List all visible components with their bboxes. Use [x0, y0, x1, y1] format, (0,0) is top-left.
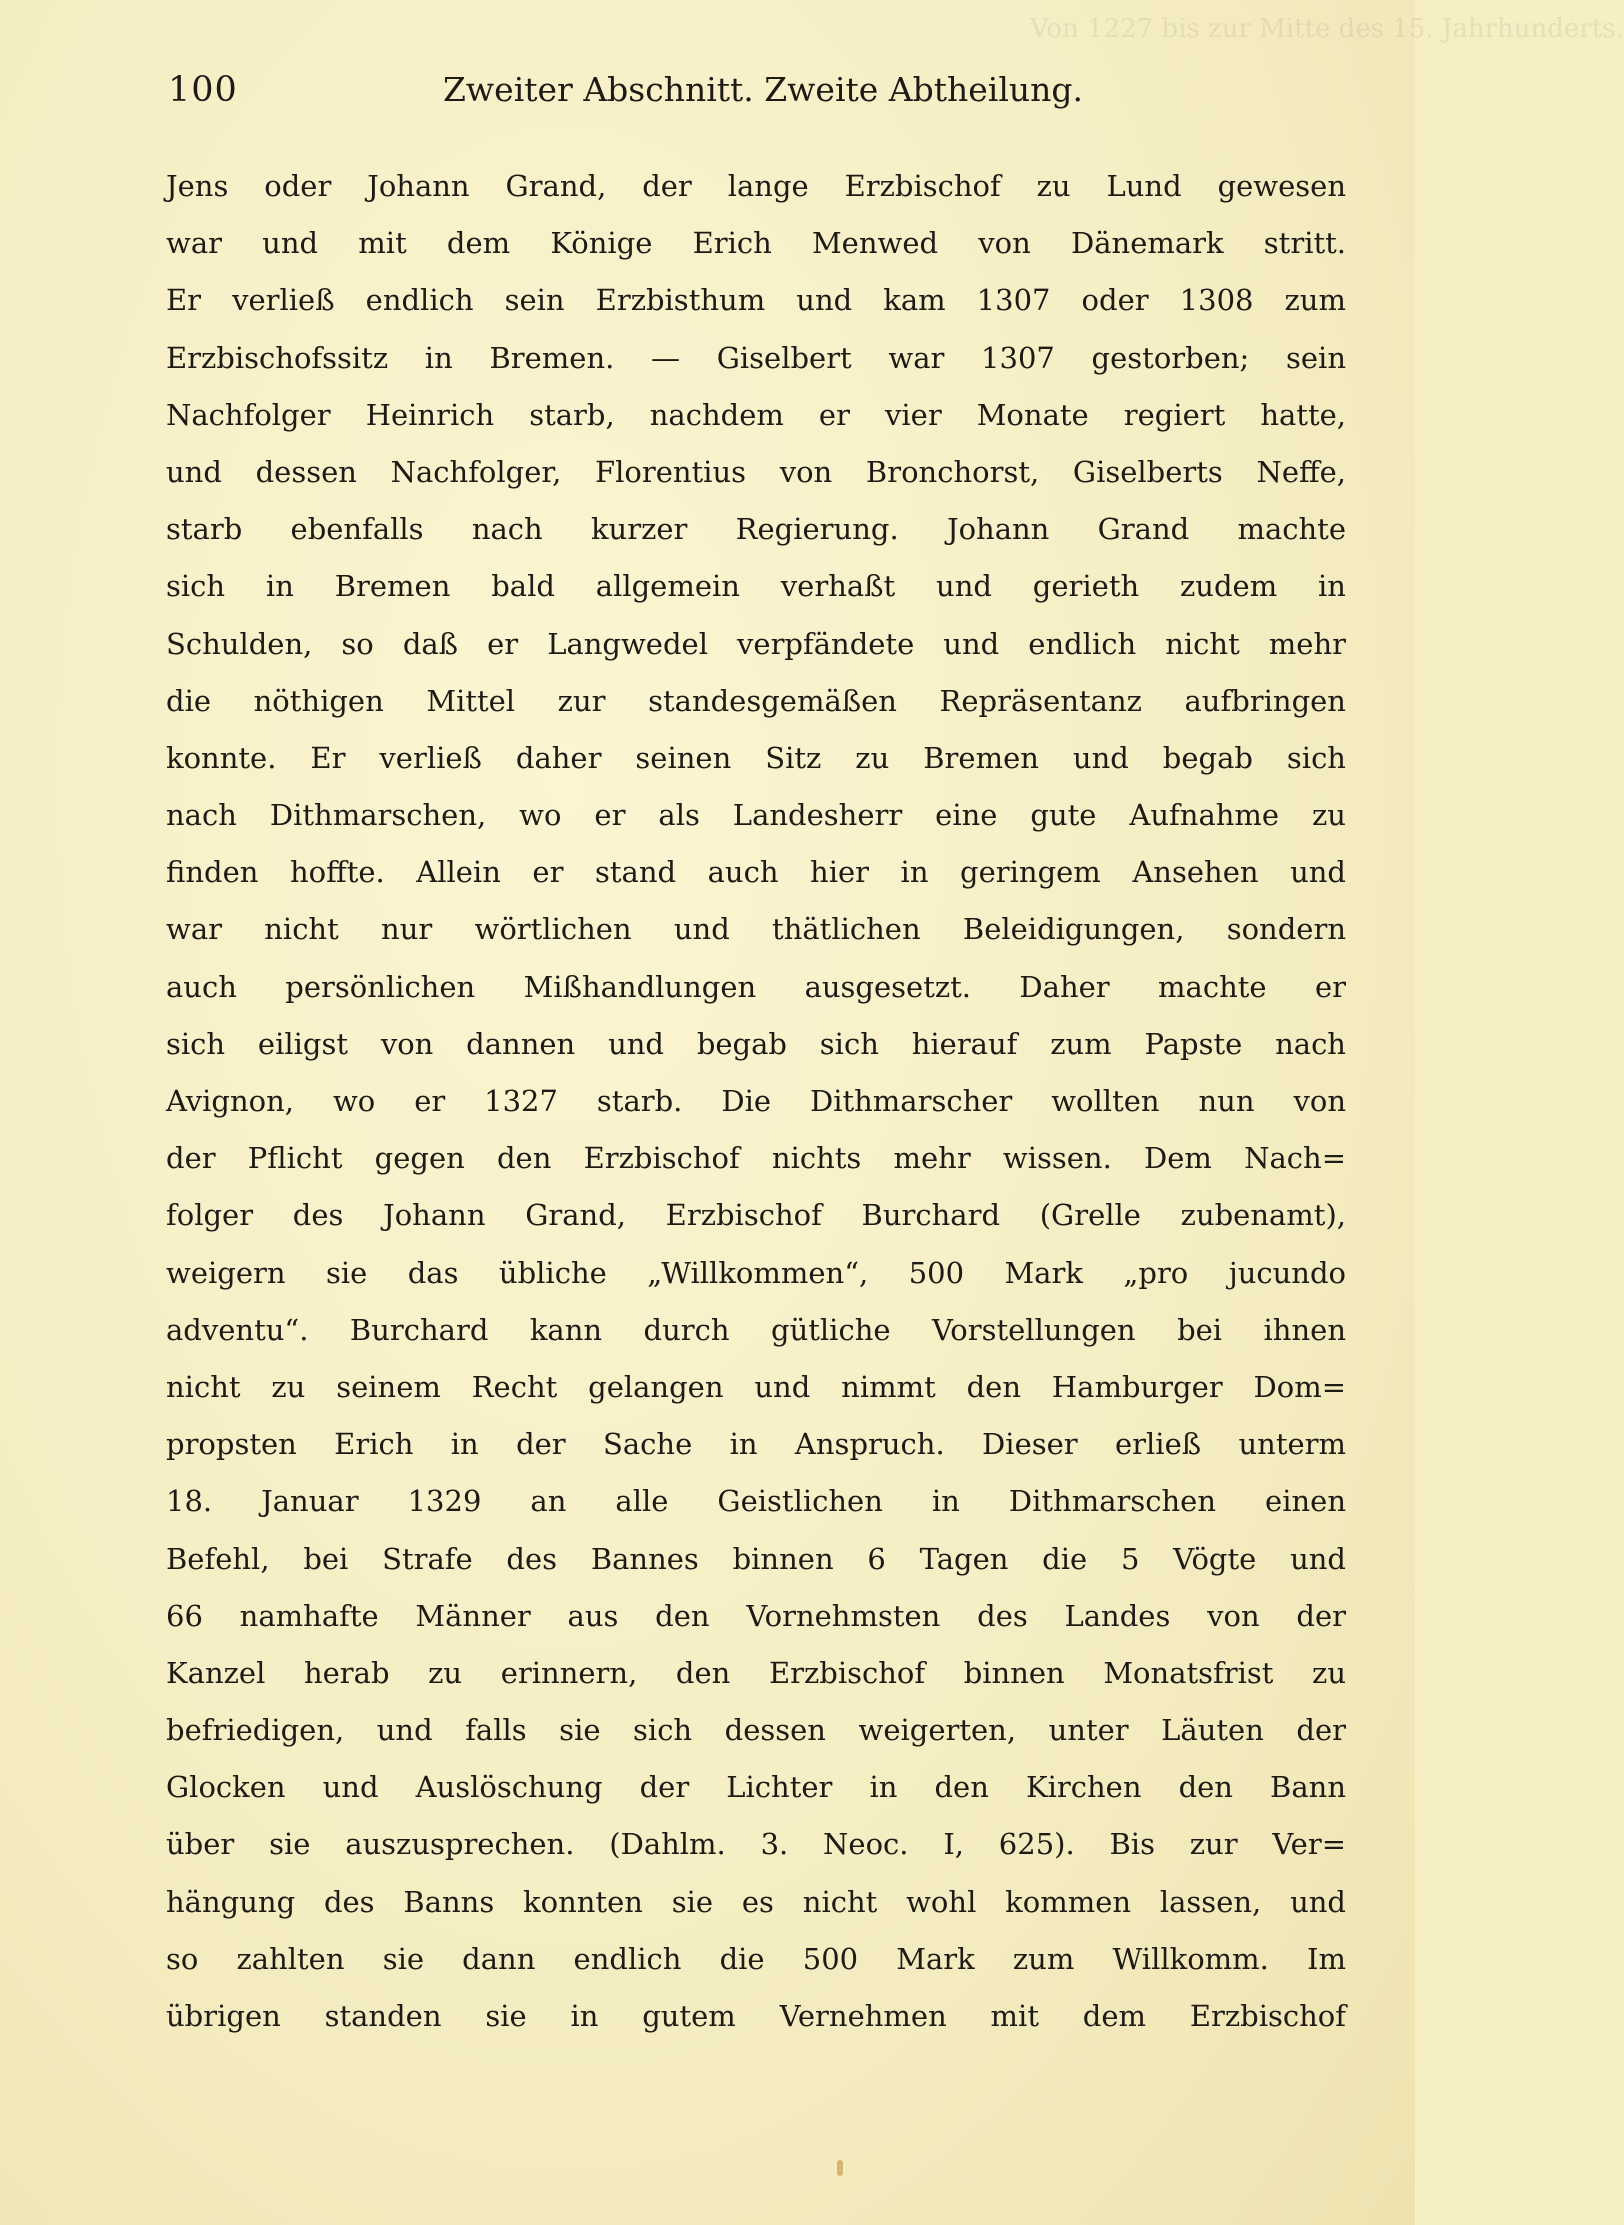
text-line: Avignon, wo er 1327 starb. Die Dithmarscher wollten nun von — [166, 1084, 1346, 1118]
bleed-through-text: Von 1227 bis zur Mitte des 15. Jahrhunderts. — [1030, 14, 1624, 44]
text-line: 66 namhafte Männer aus den Vornehmsten des Landes von der — [166, 1598, 1346, 1633]
text-line: adventu“. Burchard kann durch gütliche Vorstellungen bei ihnen — [166, 1312, 1346, 1347]
text-line: propsten Erich in der Sache in Anspruch. Dieser erließ unterm — [166, 1427, 1346, 1462]
text-line: 18. Januar 1329 an alle Geistlichen in Dithmarschen einen — [166, 1484, 1346, 1519]
text-line: so zahlten sie dann endlich die 500 Mark zum Willkomm. Im — [166, 1941, 1346, 1976]
text-line: Erzbischofssitz in Bremen. — Giselbert war 1307 gestorben; sein — [166, 340, 1346, 375]
text-line: nicht zu seinem Recht gelangen und nimmt den Hamburger Dom= — [166, 1369, 1346, 1404]
text-line: Glocken und Auslöschung der Lichter in den Kirchen den Bann — [166, 1770, 1346, 1805]
text-line: Jens oder Johann Grand, der lange Erzbischof zu Lund gewesen — [166, 169, 1346, 203]
text-line: Befehl, bei Strafe des Bannes binnen 6 Tagen die 5 Vögte und — [166, 1541, 1346, 1576]
text-line: und dessen Nachfolger, Florentius von Bronchorst, Giselberts Neffe, — [166, 454, 1346, 489]
text-line: sich eiligst von dannen und begab sich hierauf zum Papste nach — [166, 1026, 1346, 1061]
text-line: befriedigen, und falls sie sich dessen weigerten, unter Läuten der — [166, 1713, 1346, 1748]
text-line: sich in Bremen bald allgemein verhaßt und gerieth zudem in — [166, 569, 1346, 604]
paper-blemish — [837, 2160, 843, 2176]
text-line: konnte. Er verließ daher seinen Sitz zu Bremen und begab sich — [166, 740, 1346, 775]
text-line: Nachfolger Heinrich starb, nachdem er vier Monate regiert hatte, — [166, 397, 1346, 432]
text-line: Er verließ endlich sein Erzbisthum und kam 1307 oder 1308 zum — [166, 283, 1346, 318]
text-line: weigern sie das übliche „Willkommen“, 500 Mark „pro jucundo — [166, 1255, 1346, 1290]
text-line: übrigen standen sie in gutem Vernehmen mit dem Erzbischof — [166, 1999, 1346, 2033]
text-line: die nöthigen Mittel zur standesgemäßen Repräsentanz aufbringen — [166, 683, 1346, 718]
text-line: folger des Johann Grand, Erzbischof Burchard (Grelle zubenamt), — [166, 1198, 1346, 1233]
text-line: Kanzel herab zu erinnern, den Erzbischof binnen Monatsfrist zu — [166, 1655, 1346, 1690]
page-header — [168, 62, 1348, 122]
text-line: war und mit dem Könige Erich Menwed von Dänemark stritt. — [166, 226, 1346, 261]
text-line: über sie auszusprechen. (Dahlm. 3. Neoc. I, 625). Bis zur Ver= — [166, 1827, 1346, 1862]
running-head: Zweiter Abschnitt. Zweite Abtheilung. — [443, 70, 1084, 109]
text-line: war nicht nur wörtlichen und thätlichen Beleidigungen, sondern — [166, 912, 1346, 947]
text-line: finden hoffte. Allein er stand auch hier in geringem Ansehen und — [166, 855, 1346, 890]
text-line: hängung des Banns konnten sie es nicht wohl kommen lassen, und — [166, 1884, 1346, 1919]
text-line: nach Dithmarschen, wo er als Landesherr eine gute Aufnahme zu — [166, 798, 1346, 833]
text-line: starb ebenfalls nach kurzer Regierung. Johann Grand machte — [166, 512, 1346, 547]
text-line: auch persönlichen Mißhandlungen ausgesetzt. Daher machte er — [166, 969, 1346, 1004]
text-line: der Pflicht gegen den Erzbischof nichts mehr wissen. Dem Nach= — [166, 1141, 1346, 1176]
body-text — [166, 158, 1346, 2045]
page-number: 100 — [168, 70, 238, 110]
text-line: Schulden, so daß er Langwedel verpfändete und endlich nicht mehr — [166, 626, 1346, 661]
